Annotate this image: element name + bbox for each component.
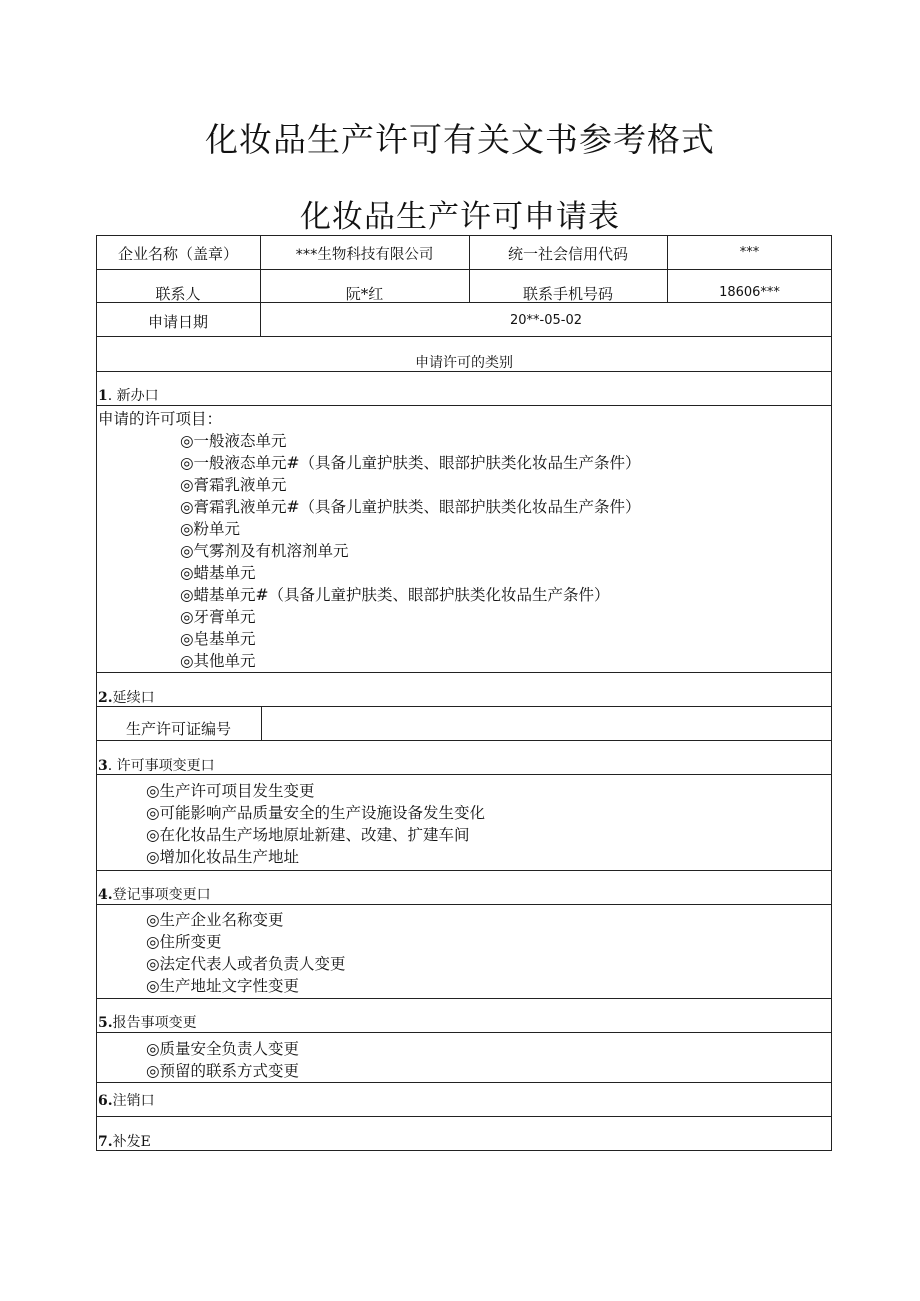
row-divider [96, 706, 832, 707]
company-name-value: ***生物科技有限公司 [295, 247, 434, 263]
permit-option[interactable]: ◎粉单元 [180, 520, 241, 538]
change-option[interactable]: ◎生产地址文字性变更 [146, 977, 300, 995]
section-number: 5. [98, 1015, 113, 1031]
row-divider [96, 904, 832, 905]
change-option[interactable]: ◎生产企业名称变更 [146, 911, 284, 929]
license-number-label: 生产许可证编号 [125, 720, 231, 738]
section-number: 1 [98, 388, 108, 404]
section-registration-change [98, 884, 211, 904]
section-cancellation [98, 1090, 155, 1110]
permit-option[interactable]: ◎蜡基单元 [180, 564, 256, 582]
permit-option[interactable]: ◎一般液态单元#（具备儿童护肤类、眼部护肤类化妆品生产条件） [180, 454, 641, 472]
phone-value: 18606*** [719, 285, 780, 300]
section-new-application [98, 385, 159, 405]
section-number: 6. [98, 1093, 113, 1109]
change-option[interactable]: ◎预留的联系方式变更 [146, 1062, 300, 1080]
row-divider [96, 1116, 832, 1117]
permit-option[interactable]: ◎皂基单元 [180, 630, 256, 648]
contact-person-label: 联系人 [155, 285, 201, 303]
row-divider [96, 269, 832, 270]
section-label: . 新办口 [107, 388, 159, 404]
phone-label: 联系手机号码 [522, 285, 613, 303]
category-heading: 申请许可的类别 [415, 355, 513, 371]
row-divider [96, 740, 832, 741]
credit-code-value: *** [739, 245, 760, 260]
section-renewal [98, 687, 155, 707]
section-number: 3 [98, 758, 108, 774]
section-permit-change [98, 755, 215, 775]
change-option[interactable]: ◎法定代表人或者负责人变更 [146, 955, 346, 973]
permit-option[interactable]: ◎蜡基单元#（具备儿童护肤类、眼部护肤类化妆品生产条件） [180, 586, 610, 604]
permit-option[interactable]: ◎气雾剂及有机溶剂单元 [180, 542, 349, 560]
permit-option[interactable]: ◎膏霜乳液单元#（具备儿童护肤类、眼部护肤类化妆品生产条件） [180, 498, 641, 516]
change-option[interactable]: ◎质量安全负责人变更 [146, 1040, 300, 1058]
section-report-change [98, 1012, 197, 1032]
section-label: 延续口 [112, 690, 155, 706]
row-divider [96, 998, 832, 999]
row-divider [96, 336, 832, 337]
document-title: 化妆品生产许可有关文书参考格式 [205, 120, 715, 159]
section-label: 注销口 [112, 1093, 155, 1109]
section-reissue [98, 1131, 151, 1151]
row-divider [96, 1082, 832, 1083]
section-label: . 许可事项变更口 [107, 758, 215, 774]
application-form-table [96, 235, 832, 1151]
change-option[interactable]: ◎在化妆品生产场地原址新建、改建、扩建车间 [146, 826, 470, 844]
section-number: 2. [98, 690, 113, 706]
section-number: 4. [98, 887, 113, 903]
section-number: 7. [98, 1134, 113, 1150]
row-divider [96, 1032, 832, 1033]
section-label: 登记事项变更口 [112, 887, 211, 903]
permit-option[interactable]: ◎牙膏单元 [180, 608, 256, 626]
column-divider [261, 706, 262, 740]
section-label: 补发E [112, 1134, 151, 1150]
contact-person-value: 阮*红 [345, 285, 384, 303]
row-divider [96, 870, 832, 871]
application-date-label: 申请日期 [147, 313, 208, 331]
permit-items-label: 申请的许可项目： [98, 410, 223, 428]
company-name-label: 企业名称（盖章） [117, 245, 238, 263]
credit-code-label: 统一社会信用代码 [507, 245, 628, 263]
change-option[interactable]: ◎增加化妆品生产地址 [146, 848, 300, 866]
permit-option[interactable]: ◎膏霜乳液单元 [180, 476, 287, 494]
permit-option[interactable]: ◎其他单元 [180, 652, 256, 670]
row-divider [96, 405, 832, 406]
section-label: 报告事项变更 [112, 1015, 197, 1031]
application-date-value: 20**-05-02 [509, 313, 582, 328]
change-option[interactable]: ◎生产许可项目发生变更 [146, 782, 315, 800]
change-option[interactable]: ◎住所变更 [146, 933, 222, 951]
permit-option[interactable]: ◎一般液态单元 [180, 432, 287, 450]
change-option[interactable]: ◎可能影响产品质量安全的生产设施设备发生变化 [146, 804, 486, 822]
row-divider [96, 672, 832, 673]
form-title: 化妆品生产许可申请表 [300, 199, 620, 235]
